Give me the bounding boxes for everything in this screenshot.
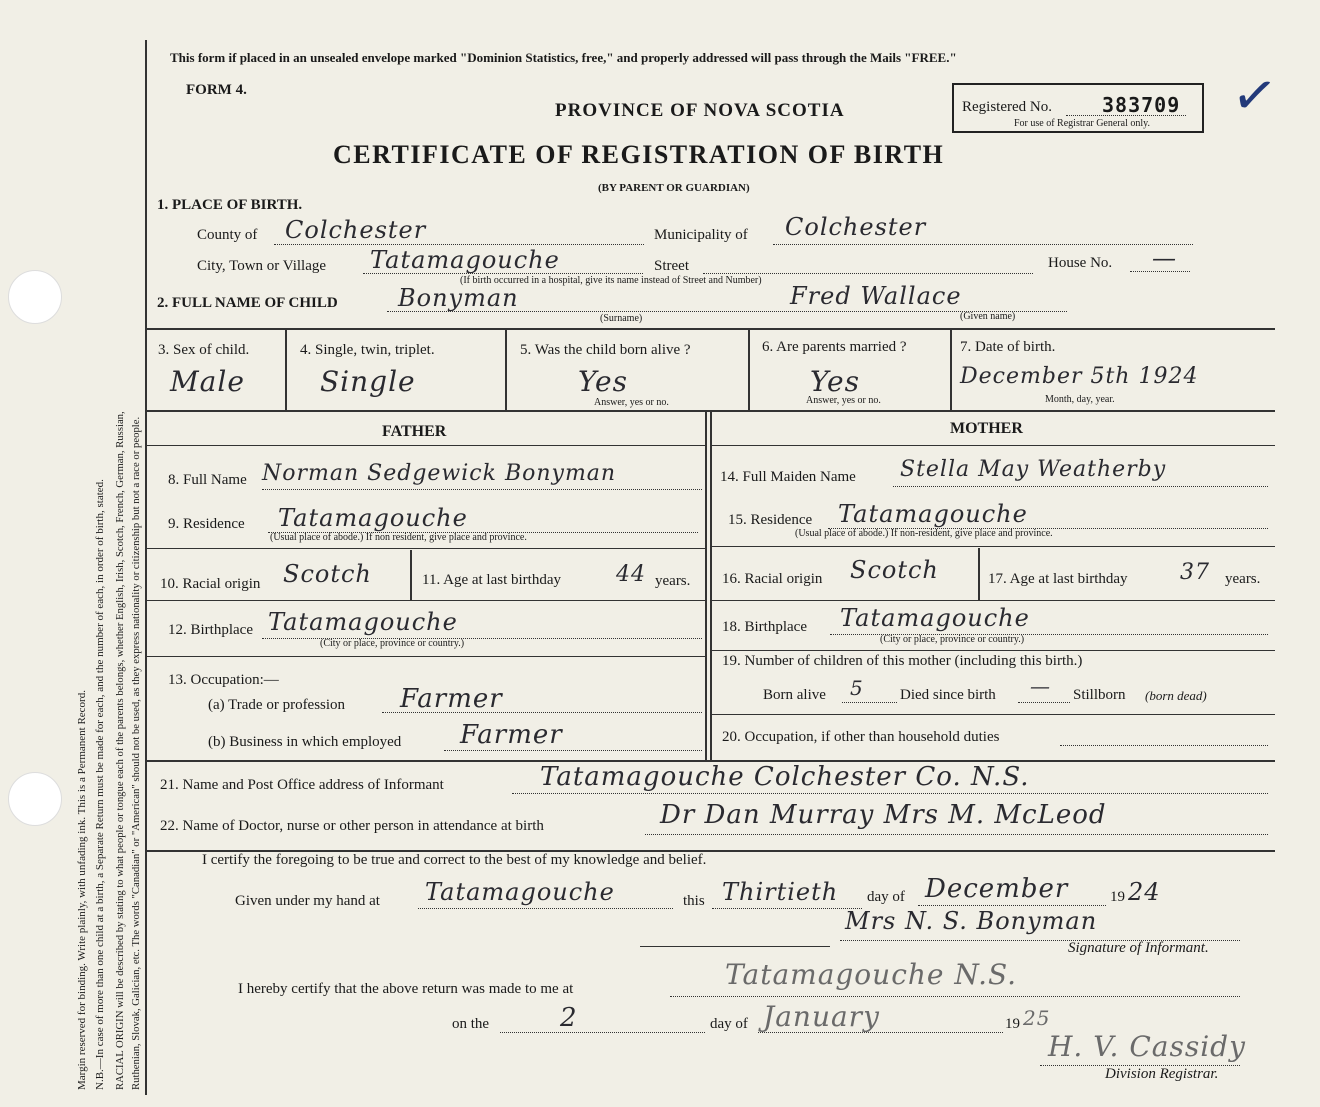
county-line: [274, 244, 644, 245]
day-line: [712, 908, 862, 909]
registered-number: 383709: [1102, 93, 1181, 117]
form-number: FORM 4.: [186, 82, 247, 98]
born-alive-label: Born alive: [763, 687, 826, 703]
father-age-years: years.: [655, 573, 691, 589]
registered-label: Registered No.: [962, 99, 1052, 115]
mother-row-line-4: [712, 714, 1275, 715]
father-racial-value[interactable]: Scotch: [283, 560, 372, 588]
informant-signature[interactable]: Mrs N. S. Bonyman: [845, 907, 1098, 935]
stillborn-note: (born dead): [1145, 688, 1207, 703]
stillborn-label: Stillborn: [1073, 687, 1126, 703]
registrar-year-value[interactable]: 25: [1023, 1006, 1051, 1030]
house-label: House No.: [1048, 255, 1113, 271]
form-left-border: [145, 40, 147, 1095]
margin-notes: [8, 0, 142, 1107]
street-label: Street: [654, 258, 689, 274]
county-value[interactable]: Colchester: [285, 216, 427, 244]
father-name-line: [262, 489, 702, 490]
registrar-note: For use of Registrar General only.: [1014, 118, 1150, 129]
mother-row-line-3: [712, 650, 1275, 651]
father-row-line-1: [145, 548, 705, 549]
hospital-note: (If birth occurred in a hospital, give its name instead of Street and Number): [460, 275, 762, 286]
registrar-year-prefix: 19: [1005, 1016, 1020, 1032]
trade-label: (a) Trade or profession: [208, 697, 346, 713]
col-divider-3: [285, 330, 287, 410]
registrar-statement: I hereby certify that the above return was made to me at: [238, 981, 574, 997]
doctor-line: [645, 834, 1268, 835]
father-residence-value[interactable]: Tatamagouche: [278, 504, 468, 532]
margin-note-3: RACIAL ORIGIN will be described by stating to what people or tongue each of the parents belongs, whether English, Irish, Scotch, French, German, Russian,: [114, 411, 126, 1090]
mother-name-line: [893, 486, 1268, 487]
province-heading: PROVINCE OF NOVA SCOTIA: [555, 100, 845, 121]
child-given-name[interactable]: Fred Wallace: [790, 282, 962, 310]
registrar-day-of-label: day of: [710, 1016, 748, 1032]
street-line: [703, 273, 1033, 274]
registrar-day-value[interactable]: 2: [560, 1003, 578, 1033]
occupation-label: 13. Occupation:—: [168, 672, 279, 688]
children-label: 19. Number of children of this mother (including this birth.): [722, 653, 1083, 669]
child-name-label: 2. FULL NAME OF CHILD: [157, 295, 338, 311]
sex-value[interactable]: Male: [170, 365, 245, 398]
given-label: Given under my hand at: [235, 893, 380, 909]
day-value[interactable]: Thirtieth: [722, 878, 839, 906]
father-age-value[interactable]: 44: [616, 562, 646, 587]
father-row-line-3: [145, 656, 705, 657]
registrar-month-value[interactable]: January: [763, 1000, 880, 1033]
multiple-label: 4. Single, twin, triplet.: [300, 342, 435, 358]
surname-note: (Surname): [600, 313, 643, 324]
mother-name-value[interactable]: Stella May Weatherby: [900, 457, 1167, 482]
city-label: City, Town or Village: [197, 258, 327, 274]
informant-value[interactable]: Tatamagouche Colchester Co. N.S.: [540, 762, 1030, 792]
father-birthplace-label: 12. Birthplace: [168, 622, 253, 638]
house-value[interactable]: —: [1152, 244, 1177, 272]
mother-residence-note: (Usual place of abode.) If non-resident, give place and province.: [795, 528, 1053, 539]
alive-value[interactable]: Yes: [578, 365, 628, 398]
mother-birthplace-note: (City or place, province or country.): [880, 634, 1025, 645]
father-racial-label: 10. Racial origin: [160, 576, 261, 592]
col-divider-4: [505, 330, 507, 410]
given-place-line: [418, 908, 673, 909]
day-of-label: day of: [867, 889, 905, 905]
municipality-line: [773, 244, 1193, 245]
father-name-label: 8. Full Name: [168, 472, 247, 488]
birth-date-label: 7. Date of birth.: [960, 339, 1056, 355]
father-residence-label: 9. Residence: [168, 516, 245, 532]
business-value[interactable]: Farmer: [460, 720, 563, 750]
business-label: (b) Business in which employed: [208, 734, 402, 750]
form-subtitle: (BY PARENT OR GUARDIAN): [598, 182, 750, 194]
sex-label: 3. Sex of child.: [158, 342, 250, 358]
row-divider-top: [145, 328, 1275, 330]
on-the-label: on the: [452, 1016, 490, 1032]
doctor-value[interactable]: Dr Dan Murray Mrs M. McLeod: [660, 800, 1107, 830]
this-label: this: [683, 893, 705, 909]
mail-note: This form if placed in an unsealed envelope marked "Dominion Statistics, free," and properly addressed will pass through the Mails "FREE.": [170, 50, 957, 65]
mother-age-label: 17. Age at last birthday: [988, 571, 1128, 587]
registrar-place-line: [670, 996, 1240, 997]
father-row-line-2: [145, 600, 705, 601]
margin-note-4: Ruthenian, Slovak, Galician, etc. The words "Canadian" or "American" should not be used, as they express nationality or citizenship but not a race or people.: [130, 416, 142, 1090]
alive-label: 5. Was the child born alive ?: [520, 342, 691, 358]
year-value[interactable]: 24: [1128, 878, 1161, 906]
father-heading-line: [145, 445, 705, 446]
mother-age-value[interactable]: 37: [1180, 560, 1210, 585]
registrar-separator: [640, 946, 830, 947]
mother-birthplace-value[interactable]: Tatamagouche: [840, 604, 1030, 632]
mother-name-label: 14. Full Maiden Name: [720, 469, 856, 485]
mother-racial-label: 16. Racial origin: [722, 571, 823, 587]
mother-occupation-label: 20. Occupation, if other than household duties: [722, 729, 1000, 745]
child-surname[interactable]: Bonyman: [398, 284, 519, 312]
parents-divider-2: [710, 412, 712, 760]
married-label: 6. Are parents married ?: [762, 339, 907, 355]
year-prefix: 19: [1110, 889, 1125, 905]
given-name-note: (Given name): [960, 311, 1016, 322]
birth-date-note: Month, day, year.: [1045, 394, 1115, 405]
mother-row-line-2: [712, 600, 1275, 601]
municipality-value[interactable]: Colchester: [785, 213, 927, 241]
parents-divider: [705, 412, 707, 760]
registrar-signature-label: Division Registrar.: [1105, 1066, 1219, 1082]
mother-row-line-1: [712, 546, 1275, 547]
father-racial-divider: [410, 550, 412, 600]
doctor-label: 22. Name of Doctor, nurse or other person in attendance at birth: [160, 818, 544, 834]
father-name-value[interactable]: Norman Sedgewick Bonyman: [262, 461, 617, 486]
margin-note-2: N.B.—In case of more than one child at a birth, a Separate Return must be made for each, and the number of each, in order of birth, stated.: [94, 479, 106, 1090]
informant-line: [512, 793, 1268, 794]
form-title: CERTIFICATE OF REGISTRATION OF BIRTH: [333, 140, 945, 169]
alive-note: Answer, yes or no.: [594, 397, 669, 408]
mother-heading-line: [712, 445, 1275, 446]
died-label: Died since birth: [900, 687, 996, 703]
father-age-label: 11. Age at last birthday: [422, 572, 561, 588]
mother-birthplace-label: 18. Birthplace: [722, 619, 807, 635]
col-divider-5: [748, 330, 750, 410]
father-heading: FATHER: [382, 423, 447, 440]
business-line: [444, 750, 702, 751]
birth-date-value[interactable]: December 5th 1924: [960, 364, 1199, 389]
registrar-place-value[interactable]: Tatamagouche N.S.: [725, 958, 1018, 991]
registrar-day-line: [500, 1032, 705, 1033]
mother-age-years: years.: [1225, 571, 1261, 587]
father-birthplace-note: (City or place, province or country.): [320, 638, 465, 649]
check-mark-icon: ✓: [1227, 61, 1282, 130]
died-line: [1018, 702, 1070, 703]
city-value[interactable]: Tatamagouche: [370, 246, 560, 274]
father-residence-note: (Usual place of abode.) If non resident, give place and province.: [270, 532, 527, 543]
place-heading: 1. PLACE OF BIRTH.: [157, 197, 303, 213]
month-value[interactable]: December: [925, 874, 1069, 904]
died-value[interactable]: —: [1030, 674, 1051, 698]
born-alive-line: [842, 702, 897, 703]
mother-heading: MOTHER: [950, 420, 1023, 437]
born-alive-value[interactable]: 5: [850, 676, 864, 700]
informant-label: 21. Name and Post Office address of Informant: [160, 777, 444, 793]
certify-statement: I certify the foregoing to be true and correct to the best of my knowledge and belief.: [202, 852, 707, 868]
father-birthplace-value[interactable]: Tatamagouche: [268, 608, 458, 636]
month-line: [918, 905, 1106, 906]
mother-residence-value[interactable]: Tatamagouche: [838, 500, 1028, 528]
registered-box: [952, 83, 1204, 133]
married-value[interactable]: Yes: [810, 365, 860, 398]
trade-value[interactable]: Farmer: [400, 684, 503, 714]
municipality-label: Municipality of: [654, 227, 748, 243]
registrar-signature[interactable]: H. V. Cassidy: [1048, 1030, 1246, 1063]
multiple-value[interactable]: Single: [320, 365, 416, 398]
married-note: Answer, yes or no.: [806, 395, 881, 406]
mother-racial-value[interactable]: Scotch: [850, 556, 939, 584]
col-divider-6: [950, 330, 952, 410]
mother-occupation-line: [1060, 745, 1268, 746]
county-label: County of: [197, 227, 258, 243]
mother-residence-label: 15. Residence: [728, 512, 813, 528]
mother-racial-divider: [978, 548, 980, 600]
informant-signature-label: Signature of Informant.: [1068, 940, 1209, 956]
margin-note-1: Margin reserved for binding. Write plainly, with unfading ink. This is a Permanent Record.: [76, 690, 88, 1090]
given-place-value[interactable]: Tatamagouche: [425, 878, 615, 906]
